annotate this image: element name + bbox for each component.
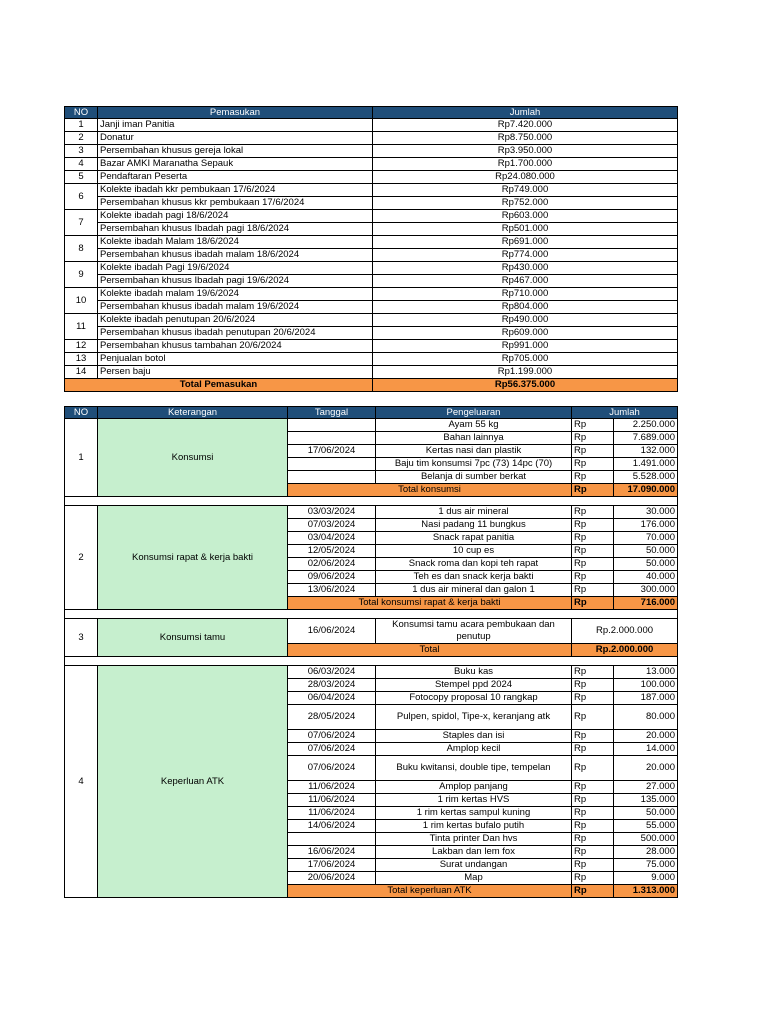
expense-currency: Rp: [572, 833, 614, 846]
expense-date: 16/06/2024: [288, 619, 376, 644]
expense-amount: 7.689.000: [614, 432, 678, 445]
expense-date: 03/04/2024: [288, 532, 376, 545]
expense-amount: 100.000: [614, 679, 678, 692]
income-amount: Rp8.750.000: [373, 132, 678, 145]
income-no: 4: [65, 158, 98, 171]
expense-amount: 28.000: [614, 846, 678, 859]
expense-group-label: Keperluan ATK: [98, 666, 288, 898]
expense-amount: 135.000: [614, 794, 678, 807]
expense-desc: Snack rapat panitia: [376, 532, 572, 545]
expense-desc: Amplop kecil: [376, 743, 572, 756]
income-amount: Rp710.000: [373, 288, 678, 301]
income-amount: Rp705.000: [373, 353, 678, 366]
expense-currency: Rp: [572, 730, 614, 743]
income-no: 6: [65, 184, 98, 210]
income-no: 11: [65, 314, 98, 340]
group-spacer: [65, 657, 678, 666]
income-desc: Persen baju: [98, 366, 373, 379]
income-desc: Kolekte ibadah Malam 18/6/2024: [98, 236, 373, 249]
expense-date: 13/06/2024: [288, 584, 376, 597]
expense-row: [65, 666, 678, 679]
expense-date: [288, 471, 376, 484]
income-total-label: Total Pemasukan: [65, 379, 373, 392]
income-no: 7: [65, 210, 98, 236]
expense-date: 07/06/2024: [288, 756, 376, 781]
expense-date: 07/06/2024: [288, 730, 376, 743]
expense-currency: Rp: [572, 872, 614, 885]
income-desc: Kolekte ibadah malam 19/6/2024: [98, 288, 373, 301]
expense-amount: 176.000: [614, 519, 678, 532]
income-row: [65, 288, 678, 301]
income-no: 14: [65, 366, 98, 379]
expense-currency: Rp: [572, 545, 614, 558]
income-amount: Rp691.000: [373, 236, 678, 249]
expense-date: 28/05/2024: [288, 705, 376, 730]
expense-header-row: [65, 407, 678, 419]
expense-date: 03/03/2024: [288, 506, 376, 519]
expense-body: [65, 419, 678, 898]
income-no: 13: [65, 353, 98, 366]
income-no: 8: [65, 236, 98, 262]
expense-date: 12/05/2024: [288, 545, 376, 558]
expense-desc: Stempel ppd 2024: [376, 679, 572, 692]
income-total-row: [65, 379, 678, 392]
expense-desc: Pulpen, spidol, Tipe-x, keranjang atk: [376, 705, 572, 730]
expense-date: 17/06/2024: [288, 445, 376, 458]
expense-currency: Rp: [572, 471, 614, 484]
income-no: 1: [65, 119, 98, 132]
income-desc: Kolekte ibadah penutupan 20/6/2024: [98, 314, 373, 327]
expense-currency: Rp: [572, 794, 614, 807]
income-desc: Persembahan khusus ibadah malam 19/6/2024: [98, 301, 373, 314]
income-desc: Persembahan khusus tambahan 20/6/2024: [98, 340, 373, 353]
income-amount: Rp991.000: [373, 340, 678, 353]
income-header-jumlah: Jumlah: [373, 107, 678, 119]
expense-desc: Bahan lainnya: [376, 432, 572, 445]
expense-desc: Fotocopy proposal 10 rangkap: [376, 692, 572, 705]
expense-desc: Belanja di sumber berkat: [376, 471, 572, 484]
income-total-value: Rp56.375.000: [373, 379, 678, 392]
expense-amount: 70.000: [614, 532, 678, 545]
expense-currency: Rp: [572, 532, 614, 545]
expense-currency: Rp: [572, 432, 614, 445]
income-row: [65, 327, 678, 340]
income-row: [65, 353, 678, 366]
expense-amount: 14.000: [614, 743, 678, 756]
income-no: 3: [65, 145, 98, 158]
expense-date: [288, 833, 376, 846]
income-amount: Rp774.000: [373, 249, 678, 262]
expense-currency: Rp: [572, 781, 614, 794]
expense-total-value: Rp.2.000.000: [572, 644, 678, 657]
income-amount: Rp1.700.000: [373, 158, 678, 171]
income-amount: Rp490.000: [373, 314, 678, 327]
expense-currency: Rp: [572, 846, 614, 859]
expense-desc: Nasi padang 11 bungkus: [376, 519, 572, 532]
income-header-no: NO: [65, 107, 98, 119]
expense-currency: Rp: [572, 756, 614, 781]
expense-group-no: 3: [65, 619, 98, 657]
income-desc: Kolekte ibadah pagi 18/6/2024: [98, 210, 373, 223]
expense-desc: 10 cup es: [376, 545, 572, 558]
expense-total-label: Total: [288, 644, 572, 657]
expense-date: 20/06/2024: [288, 872, 376, 885]
expense-date: [288, 458, 376, 471]
expense-desc: 1 dus air mineral dan galon 1: [376, 584, 572, 597]
expense-amount: 27.000: [614, 781, 678, 794]
income-desc: Bazar AMKI Maranatha Sepauk: [98, 158, 373, 171]
expense-amount: 50.000: [614, 558, 678, 571]
expense-date: 11/06/2024: [288, 794, 376, 807]
expense-total-label: Total konsumsi: [288, 484, 572, 497]
expense-desc: Surat undangan: [376, 859, 572, 872]
income-amount: Rp501.000: [373, 223, 678, 236]
expense-group-no: 1: [65, 419, 98, 497]
expense-desc: Map: [376, 872, 572, 885]
income-no: 12: [65, 340, 98, 353]
income-amount: Rp7.420.000: [373, 119, 678, 132]
expense-row: [65, 619, 678, 644]
income-amount: Rp749.000: [373, 184, 678, 197]
expense-currency: Rp: [572, 558, 614, 571]
expense-amount: 55.000: [614, 820, 678, 833]
expense-amount: 20.000: [614, 756, 678, 781]
expense-desc: Buku kas: [376, 666, 572, 679]
income-amount: Rp467.000: [373, 275, 678, 288]
expense-date: 07/06/2024: [288, 743, 376, 756]
income-desc: Kolekte ibadah kkr pembukaan 17/6/2024: [98, 184, 373, 197]
expense-amount: 300.000: [614, 584, 678, 597]
expense-currency: Rp: [572, 692, 614, 705]
expense-date: [288, 419, 376, 432]
income-desc: Persembahan khusus gereja lokal: [98, 145, 373, 158]
income-amount: Rp752.000: [373, 197, 678, 210]
group-spacer: [65, 610, 678, 619]
expense-amount: Rp.2.000.000: [572, 619, 678, 644]
income-row: [65, 158, 678, 171]
income-row: [65, 340, 678, 353]
expense-desc: Snack roma dan kopi teh rapat: [376, 558, 572, 571]
income-no: 2: [65, 132, 98, 145]
expense-desc: 1 rim kertas bufalo putih: [376, 820, 572, 833]
income-row: [65, 210, 678, 223]
income-row: [65, 132, 678, 145]
expense-total-label: Total keperluan ATK: [288, 885, 572, 898]
expense-header-jumlah: Jumlah: [572, 407, 678, 419]
expense-row: [65, 506, 678, 519]
expense-desc: Buku kwitansi, double tipe, tempelan: [376, 756, 572, 781]
expense-header-no: NO: [65, 407, 98, 419]
income-amount: Rp1.199.000: [373, 366, 678, 379]
expense-total-value: 716.000: [614, 597, 678, 610]
expense-desc: Baju tim konsumsi 7pc (73) 14pc (70): [376, 458, 572, 471]
expense-currency: Rp: [572, 807, 614, 820]
expense-group-no: 2: [65, 506, 98, 610]
income-desc: Pendaftaran Peserta: [98, 171, 373, 184]
income-row: [65, 262, 678, 275]
expense-desc: Amplop panjang: [376, 781, 572, 794]
expense-amount: 500.000: [614, 833, 678, 846]
income-desc: Persembahan khusus ibadah malam 18/6/2024: [98, 249, 373, 262]
spacer-cell: [65, 497, 678, 506]
expense-date: 14/06/2024: [288, 820, 376, 833]
expense-amount: 5.528.000: [614, 471, 678, 484]
expense-amount: 9.000: [614, 872, 678, 885]
income-row: [65, 119, 678, 132]
income-row: [65, 301, 678, 314]
expense-row: [65, 419, 678, 432]
income-row: [65, 275, 678, 288]
expense-amount: 2.250.000: [614, 419, 678, 432]
expense-date: 17/06/2024: [288, 859, 376, 872]
expense-currency: Rp: [572, 679, 614, 692]
spacer-cell: [65, 610, 678, 619]
income-desc: Persembahan khusus ibadah penutupan 20/6/2024: [98, 327, 373, 340]
expense-total-value: 1.313.000: [614, 885, 678, 898]
group-spacer: [65, 497, 678, 506]
income-no: 5: [65, 171, 98, 184]
expense-total-currency: Rp: [572, 885, 614, 898]
expense-date: 02/06/2024: [288, 558, 376, 571]
expense-total-currency: Rp: [572, 484, 614, 497]
income-no: 10: [65, 288, 98, 314]
expense-currency: Rp: [572, 419, 614, 432]
expense-date: 09/06/2024: [288, 571, 376, 584]
expense-total-currency: Rp: [572, 597, 614, 610]
expense-currency: Rp: [572, 743, 614, 756]
expense-currency: Rp: [572, 666, 614, 679]
expense-currency: Rp: [572, 705, 614, 730]
income-row: [65, 171, 678, 184]
expense-currency: Rp: [572, 519, 614, 532]
expense-amount: 187.000: [614, 692, 678, 705]
expense-currency: Rp: [572, 820, 614, 833]
income-row: [65, 145, 678, 158]
income-amount: Rp603.000: [373, 210, 678, 223]
expense-date: 28/03/2024: [288, 679, 376, 692]
expense-amount: 40.000: [614, 571, 678, 584]
income-table: [64, 106, 678, 392]
expense-desc: Tinta printer Dan hvs: [376, 833, 572, 846]
expense-currency: Rp: [572, 859, 614, 872]
expense-date: 11/06/2024: [288, 781, 376, 794]
expense-amount: 20.000: [614, 730, 678, 743]
expense-desc: 1 rim kertas sampul kuning: [376, 807, 572, 820]
income-amount: Rp3.950.000: [373, 145, 678, 158]
expense-date: 07/03/2024: [288, 519, 376, 532]
expense-desc: Ayam 55 kg: [376, 419, 572, 432]
expense-total-value: 17.090.000: [614, 484, 678, 497]
expense-desc: Kertas nasi dan plastik: [376, 445, 572, 458]
income-desc: Persembahan khusus Ibadah pagi 18/6/2024: [98, 223, 373, 236]
income-desc: Janji iman Panitia: [98, 119, 373, 132]
income-no: 9: [65, 262, 98, 288]
expense-amount: 132.000: [614, 445, 678, 458]
expense-group-no: 4: [65, 666, 98, 898]
expense-amount: 50.000: [614, 545, 678, 558]
expense-desc: Staples dan isi: [376, 730, 572, 743]
expense-date: 11/06/2024: [288, 807, 376, 820]
expense-desc: Konsumsi tamu acara pembukaan dan penutup: [376, 619, 572, 644]
income-header-row: [65, 107, 678, 119]
income-desc: Penjualan botol: [98, 353, 373, 366]
expense-amount: 80.000: [614, 705, 678, 730]
expense-group-label: Konsumsi rapat & kerja bakti: [98, 506, 288, 610]
expense-amount: 13.000: [614, 666, 678, 679]
expense-desc: Teh es dan snack kerja bakti: [376, 571, 572, 584]
expense-desc: 1 dus air mineral: [376, 506, 572, 519]
income-body: [65, 119, 678, 379]
spacer-cell: [65, 657, 678, 666]
expense-date: 06/03/2024: [288, 666, 376, 679]
income-amount: Rp430.000: [373, 262, 678, 275]
income-row: [65, 236, 678, 249]
expense-header-tanggal: Tanggal: [288, 407, 376, 419]
expense-currency: Rp: [572, 584, 614, 597]
income-header-pemasukan: Pemasukan: [98, 107, 373, 119]
expense-date: [288, 432, 376, 445]
expense-amount: 30.000: [614, 506, 678, 519]
expense-desc: Lakban dan lem fox: [376, 846, 572, 859]
expense-amount: 1.491.000: [614, 458, 678, 471]
income-row: [65, 366, 678, 379]
expense-amount: 50.000: [614, 807, 678, 820]
income-desc: Donatur: [98, 132, 373, 145]
expense-group-label: Konsumsi: [98, 419, 288, 497]
income-desc: Kolekte ibadah Pagi 19/6/2024: [98, 262, 373, 275]
income-row: [65, 314, 678, 327]
expense-total-label: Total konsumsi rapat & kerja bakti: [288, 597, 572, 610]
expense-header-pengeluaran: Pengeluaran: [376, 407, 572, 419]
expense-currency: Rp: [572, 445, 614, 458]
expense-table: [64, 406, 678, 898]
expense-currency: Rp: [572, 458, 614, 471]
income-desc: Persembahan khusus kkr pembukaan 17/6/2024: [98, 197, 373, 210]
expense-group-label: Konsumsi tamu: [98, 619, 288, 657]
income-row: [65, 197, 678, 210]
income-row: [65, 249, 678, 262]
income-row: [65, 223, 678, 236]
income-amount: Rp24.080.000: [373, 171, 678, 184]
income-desc: Persembahan khusus Ibadah pagi 19/6/2024: [98, 275, 373, 288]
expense-desc: 1 rim kertas HVS: [376, 794, 572, 807]
expense-amount: 75.000: [614, 859, 678, 872]
expense-date: 06/04/2024: [288, 692, 376, 705]
expense-date: 16/06/2024: [288, 846, 376, 859]
expense-currency: Rp: [572, 506, 614, 519]
income-row: [65, 184, 678, 197]
income-amount: Rp804.000: [373, 301, 678, 314]
income-amount: Rp609.000: [373, 327, 678, 340]
expense-currency: Rp: [572, 571, 614, 584]
expense-header-keterangan: Keterangan: [98, 407, 288, 419]
